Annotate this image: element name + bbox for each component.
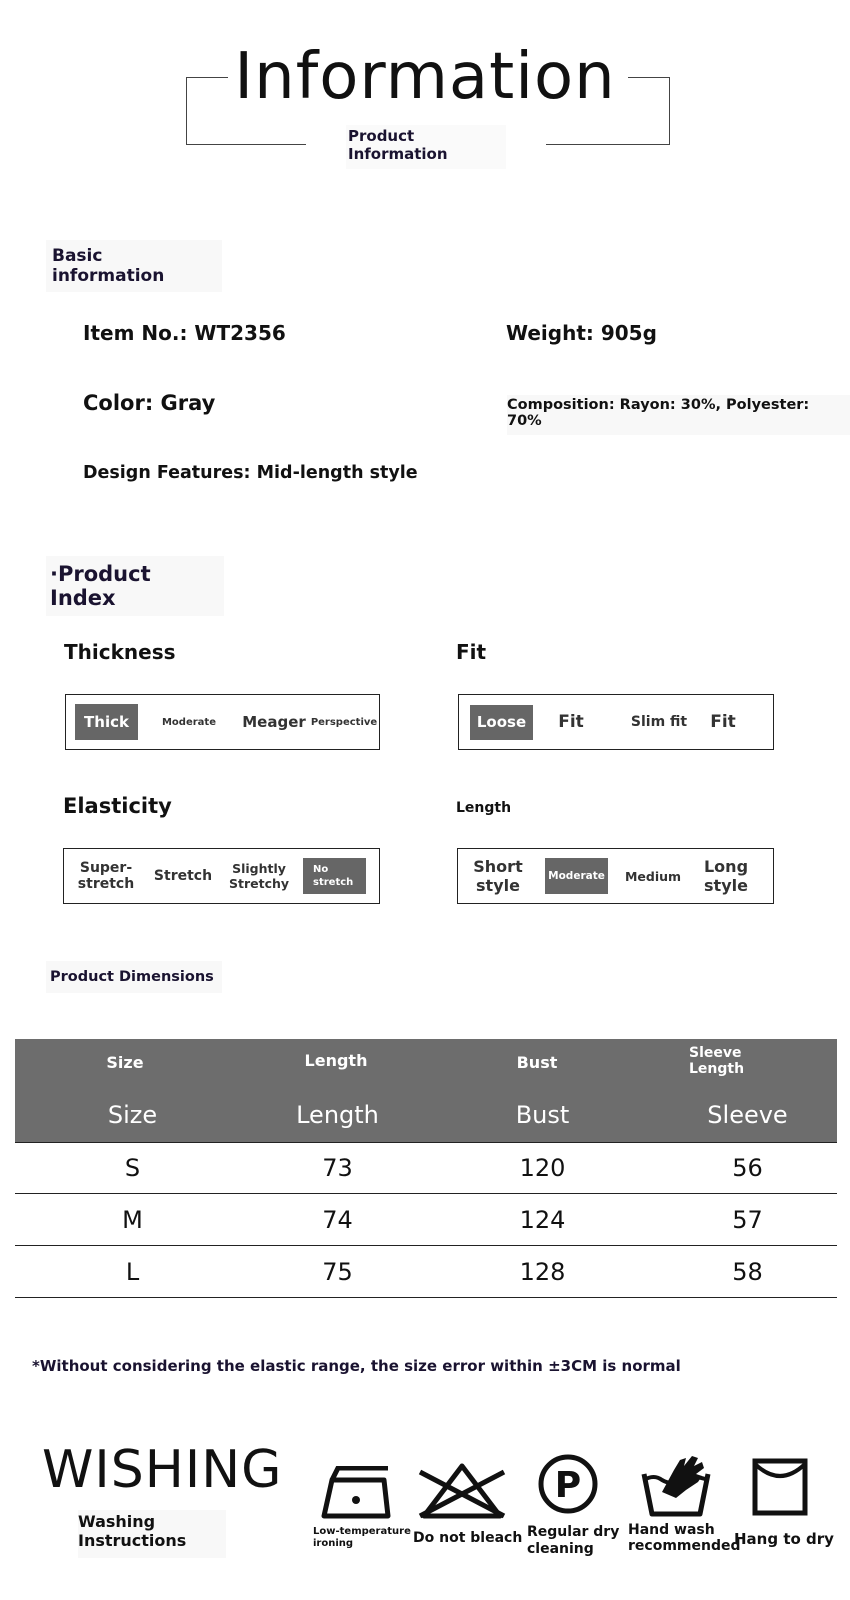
cell-size: S bbox=[124, 1154, 141, 1182]
size-table bbox=[15, 1039, 837, 1298]
col-header-size: Size bbox=[106, 1053, 144, 1072]
col-subheader-size: Size bbox=[107, 1101, 158, 1129]
size-error-note: *Without considering the elastic range, the size error within ±3CM is normal bbox=[32, 1357, 681, 1375]
size-table-header bbox=[15, 1039, 837, 1142]
col-subheader-length: Length bbox=[296, 1101, 379, 1129]
cell-size: M bbox=[122, 1205, 143, 1234]
elasticity-option-slightly: Slightly Stretchy bbox=[228, 861, 290, 891]
length-option-medium: Medium bbox=[624, 868, 682, 884]
thickness-option-thick: Thick bbox=[75, 704, 138, 740]
washing-subtitle: Washing Instructions bbox=[78, 1510, 226, 1558]
elasticity-title: Elasticity bbox=[63, 794, 172, 818]
cell-bust: 124 bbox=[519, 1205, 566, 1234]
composition: Composition: Rayon: 30%, Polyester: 70% bbox=[507, 395, 850, 435]
elasticity-scale bbox=[63, 848, 380, 904]
thickness-option-moderate: Moderate bbox=[161, 716, 216, 728]
thickness-option-meager: Meager bbox=[242, 712, 306, 731]
fit-scale bbox=[458, 694, 774, 750]
fit-option-fit-2: Fit bbox=[710, 711, 736, 732]
cell-length: 73 bbox=[322, 1154, 353, 1182]
color: Color: Gray bbox=[83, 391, 216, 415]
care-label-hand-wash: Hand wash recommended bbox=[628, 1522, 741, 1554]
dry-clean-icon bbox=[536, 1452, 600, 1516]
weight: Weight: 905g bbox=[506, 321, 657, 345]
care-label-dry-clean: Regular dry cleaning bbox=[527, 1524, 620, 1557]
col-header-bust: Bust bbox=[516, 1053, 558, 1072]
table-row bbox=[15, 1142, 837, 1194]
no-bleach-icon bbox=[416, 1462, 508, 1522]
washing-title: WISHING bbox=[42, 1440, 283, 1500]
col-header-sleeve-length: Sleeve Length bbox=[689, 1045, 745, 1077]
cell-length: 74 bbox=[322, 1205, 353, 1234]
cell-sleeve: 58 bbox=[732, 1257, 763, 1286]
cell-sleeve: 56 bbox=[732, 1154, 763, 1182]
fit-option-slim: Slim fit bbox=[630, 713, 688, 730]
hang-dry-icon bbox=[752, 1458, 808, 1516]
svg-text:P: P bbox=[554, 1465, 582, 1506]
col-subheader-sleeve: Sleeve bbox=[707, 1101, 788, 1129]
page-title: Information bbox=[234, 40, 616, 114]
col-subheader-bust: Bust bbox=[515, 1101, 570, 1129]
cell-bust: 128 bbox=[519, 1257, 566, 1286]
product-index-label: ·Product Index bbox=[46, 556, 224, 616]
table-row bbox=[15, 1246, 837, 1298]
fit-option-fit: Fit bbox=[558, 711, 584, 732]
length-option-short: Short style bbox=[473, 857, 523, 895]
iron-icon bbox=[318, 1466, 394, 1522]
thickness-option-perspective: Perspective bbox=[310, 716, 378, 728]
elasticity-option-no-stretch: No stretch bbox=[303, 858, 366, 894]
page-subtitle: Product Information bbox=[346, 125, 506, 169]
length-option-moderate: Moderate bbox=[545, 858, 608, 894]
cell-bust: 120 bbox=[519, 1154, 566, 1182]
design-features: Design Features: Mid-length style bbox=[83, 463, 418, 483]
item-number: Item No.: WT2356 bbox=[83, 321, 286, 345]
care-label-bleach: Do not bleach bbox=[413, 1530, 523, 1546]
fit-title: Fit bbox=[456, 640, 487, 664]
cell-length: 75 bbox=[322, 1257, 353, 1286]
elasticity-option-stretch: Stretch bbox=[153, 867, 213, 884]
col-header-length: Length bbox=[304, 1051, 368, 1070]
length-title: Length bbox=[456, 800, 512, 816]
cell-sleeve: 57 bbox=[732, 1205, 763, 1234]
hand-wash-icon bbox=[640, 1452, 712, 1518]
table-row bbox=[15, 1194, 837, 1246]
cell-size: L bbox=[125, 1257, 140, 1286]
dimensions-label: Product Dimensions bbox=[46, 961, 222, 993]
length-scale bbox=[457, 848, 774, 904]
care-label-hang-dry: Hang to dry bbox=[734, 1530, 834, 1548]
elasticity-option-super-stretch: Super-stretch bbox=[77, 860, 135, 892]
care-label-iron: Low-temperature ironing bbox=[313, 1526, 411, 1549]
length-option-long: Long style bbox=[703, 857, 749, 895]
thickness-scale bbox=[65, 694, 380, 750]
thickness-title: Thickness bbox=[64, 640, 176, 664]
fit-option-loose: Loose bbox=[470, 705, 533, 740]
basic-info-label: Basic information bbox=[46, 240, 222, 292]
